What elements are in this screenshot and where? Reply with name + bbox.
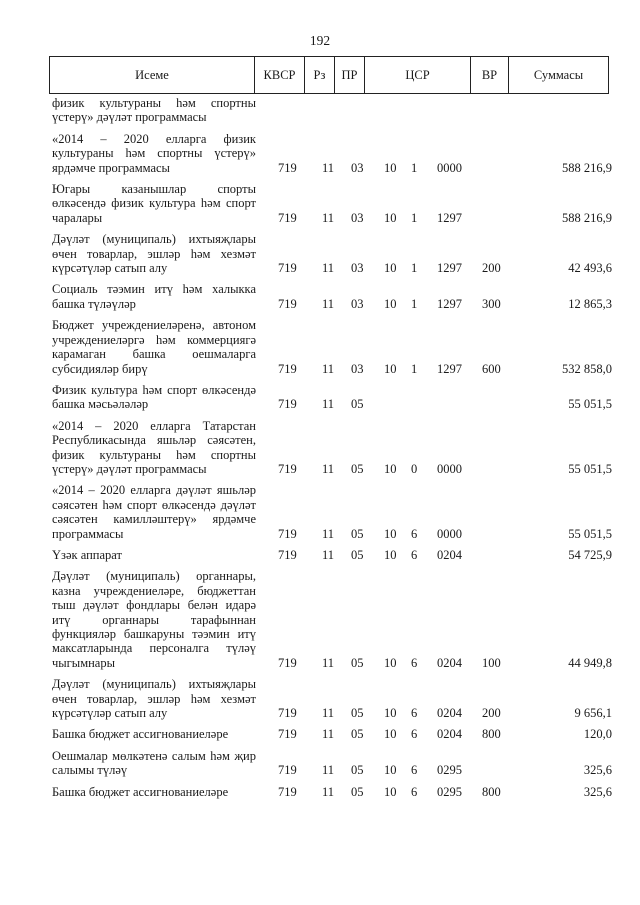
cell-name: Югары казанышлар спорты өлкәсендә физик культура һәм спорт чаралары (52, 182, 256, 225)
cell-csr-program: 10 (384, 547, 397, 562)
cell-sum: 588 216,9 (562, 210, 612, 225)
cell-name: Үзәк аппарат (52, 547, 122, 562)
cell-csr-program: 10 (384, 210, 397, 225)
table-row (52, 419, 612, 477)
cell-sum: 588 216,9 (562, 160, 612, 175)
cell-vr: 800 (482, 727, 501, 742)
table-row (52, 569, 612, 670)
cell-pr: 03 (351, 160, 364, 175)
cell-kvsr: 719 (278, 397, 297, 412)
header-kvsr: КВСР (255, 56, 305, 94)
table-body (52, 96, 612, 799)
cell-name: «2014 – 2020 елларга дәүләт яшьләр сәясәтен һәм спорт өлкәсендә дәүләт сәясәтен камилләштерү» ярдәмче программасы (52, 483, 256, 541)
row-spacer (52, 778, 612, 785)
cell-sum: 120,0 (583, 727, 612, 742)
cell-csr-subprogram: 1 (411, 296, 418, 311)
cell-pr: 05 (351, 461, 364, 476)
row-spacer (52, 476, 612, 483)
cell-csr-subprogram: 6 (411, 547, 418, 562)
cell-vr: 300 (482, 296, 501, 311)
row-spacer (52, 175, 612, 182)
cell-csr-subprogram: 6 (411, 655, 418, 670)
cell-csr-subprogram: 1 (411, 361, 418, 376)
cell-kvsr: 719 (278, 261, 297, 276)
cell-csr-direction: 0295 (437, 784, 462, 799)
cell-sum: 325,6 (583, 784, 612, 799)
cell-pr: 05 (351, 784, 364, 799)
cell-pr: 05 (351, 727, 364, 742)
cell-sum: 54 725,9 (568, 547, 612, 562)
cell-csr-direction: 0000 (437, 526, 462, 541)
table-row (52, 727, 612, 741)
cell-pr: 05 (351, 547, 364, 562)
cell-name: Башка бюджет ассигнованиеләре (52, 784, 229, 799)
cell-rz: 11 (322, 160, 335, 175)
cell-name: Башка бюджет ассигнованиеләре (52, 727, 229, 742)
row-spacer (52, 541, 612, 548)
row-spacer (52, 670, 612, 677)
cell-rz: 11 (322, 261, 335, 276)
cell-csr-program: 10 (384, 461, 397, 476)
cell-pr: 03 (351, 361, 364, 376)
cell-name: Физик культура һәм спорт өлкәсендә башка мәсьәләләр (52, 382, 256, 412)
row-spacer (52, 125, 612, 132)
header-name: Исеме (49, 56, 255, 94)
cell-csr-direction: 1297 (437, 210, 462, 225)
cell-rz: 11 (322, 397, 335, 412)
table-row (52, 785, 612, 799)
cell-csr-direction: 0204 (437, 727, 462, 742)
row-spacer (52, 562, 612, 569)
cell-csr-direction: 0204 (437, 706, 462, 721)
cell-sum: 44 949,8 (568, 655, 612, 670)
table-row (52, 677, 612, 720)
cell-csr-subprogram: 6 (411, 784, 418, 799)
cell-rz: 11 (322, 526, 335, 541)
cell-sum: 55 051,5 (568, 461, 612, 476)
cell-vr: 800 (482, 784, 501, 799)
table-row (52, 318, 612, 376)
cell-pr: 05 (351, 526, 364, 541)
cell-name: Оешмалар мөлкәтенә салым һәм җир салымы түләү (52, 748, 256, 778)
table-row (52, 749, 612, 778)
cell-rz: 11 (322, 727, 335, 742)
cell-csr-subprogram: 1 (411, 210, 418, 225)
cell-csr-direction: 0204 (437, 655, 462, 670)
cell-rz: 11 (322, 655, 335, 670)
cell-csr-program: 10 (384, 261, 397, 276)
cell-csr-program: 10 (384, 526, 397, 541)
cell-sum: 9 656,1 (574, 706, 612, 721)
cell-rz: 11 (322, 210, 335, 225)
table-row (52, 282, 612, 311)
table-header (49, 56, 609, 94)
cell-name: Дәүләт (муниципаль) ихтыяҗлары өчен товарлар, эшләр һәм хезмәт күрсәтүләр сатып алу (52, 677, 256, 721)
cell-csr-subprogram: 6 (411, 763, 418, 778)
header-pr: ПР (335, 56, 365, 94)
cell-vr: 100 (482, 655, 501, 670)
cell-rz: 11 (322, 706, 335, 721)
cell-rz: 11 (322, 361, 335, 376)
header-rz: Рз (305, 56, 335, 94)
header-csr: ЦСР (365, 56, 471, 94)
cell-pr: 05 (351, 706, 364, 721)
cell-csr-program: 10 (384, 727, 397, 742)
cell-csr-subprogram: 1 (411, 160, 418, 175)
cell-csr-program: 10 (384, 655, 397, 670)
cell-rz: 11 (322, 547, 335, 562)
row-spacer (52, 742, 612, 749)
cell-kvsr: 719 (278, 547, 297, 562)
cell-sum: 42 493,6 (568, 261, 612, 276)
cell-sum: 55 051,5 (568, 397, 612, 412)
cell-sum: 55 051,5 (568, 526, 612, 541)
table-row (52, 548, 612, 562)
cell-csr-subprogram: 6 (411, 526, 418, 541)
table-row (52, 383, 612, 412)
cell-kvsr: 719 (278, 461, 297, 476)
cell-csr-program: 10 (384, 160, 397, 175)
row-spacer (52, 412, 612, 419)
cell-sum: 532 858,0 (562, 361, 612, 376)
cell-pr: 05 (351, 655, 364, 670)
cell-name: физик культураны һәм спортны үстерү» дәүләт программасы (52, 96, 256, 125)
cell-kvsr: 719 (278, 296, 297, 311)
cell-name: «2014 – 2020 елларга Татарстан Республикасында яшьләр сәясәтен, физик культураны һәм спортны үстерү» дәүләт программасы (52, 418, 256, 476)
table-row (52, 132, 612, 175)
cell-kvsr: 719 (278, 763, 297, 778)
cell-rz: 11 (322, 461, 335, 476)
cell-kvsr: 719 (278, 526, 297, 541)
cell-pr: 05 (351, 763, 364, 778)
cell-vr: 600 (482, 361, 501, 376)
cell-name: Дәүләт (муниципаль) ихтыяҗлары өчен товарлар, эшләр һәм хезмәт күрсәтүләр сатып алу (52, 232, 256, 276)
cell-name: Социаль тәэмин итү һәм халыкка башка түләүләр (52, 282, 256, 311)
cell-csr-direction: 1297 (437, 261, 462, 276)
cell-name: Бюджет учреждениеләренә, автоном учреждениеләргә һәм коммерциягә карамаган башка оешмаларга субсидияләр бирү (52, 318, 256, 376)
cell-csr-direction: 0204 (437, 547, 462, 562)
cell-vr: 200 (482, 706, 501, 721)
row-spacer (52, 225, 612, 232)
cell-csr-subprogram: 1 (411, 261, 418, 276)
cell-csr-direction: 0000 (437, 160, 462, 175)
table-row (52, 182, 612, 225)
row-spacer (52, 275, 612, 282)
cell-kvsr: 719 (278, 210, 297, 225)
cell-csr-direction: 1297 (437, 296, 462, 311)
row-spacer (52, 720, 612, 727)
cell-rz: 11 (322, 296, 335, 311)
cell-kvsr: 719 (278, 727, 297, 742)
cell-pr: 03 (351, 261, 364, 276)
cell-kvsr: 719 (278, 361, 297, 376)
row-spacer (52, 376, 612, 383)
cell-csr-direction: 1297 (437, 361, 462, 376)
cell-kvsr: 719 (278, 706, 297, 721)
page-number: 192 (309, 33, 331, 48)
cell-csr-subprogram: 6 (411, 706, 418, 721)
cell-csr-program: 10 (384, 296, 397, 311)
cell-name: Дәүләт (муниципаль) органнары, казна учреждениеләре, бюджеттан тыш дәүләт фондлары белән идарә итү органнары тарафыннан функцияләр башкаруны тәэмин итү максатларында персоналга түләү чыгымнары (52, 569, 256, 670)
header-vr: ВР (471, 56, 509, 94)
cell-csr-subprogram: 6 (411, 727, 418, 742)
row-spacer (52, 311, 612, 318)
cell-kvsr: 719 (278, 160, 297, 175)
cell-pr: 03 (351, 296, 364, 311)
cell-csr-program: 10 (384, 784, 397, 799)
header-sum: Суммасы (509, 56, 609, 94)
cell-csr-program: 10 (384, 763, 397, 778)
table-row (52, 483, 612, 541)
cell-name: «2014 – 2020 елларга физик культураны һәм спортны үстерү» ярдәмче программасы (52, 131, 256, 175)
cell-vr: 200 (482, 261, 501, 276)
cell-csr-direction: 0000 (437, 461, 462, 476)
cell-csr-subprogram: 0 (411, 461, 418, 476)
cell-pr: 03 (351, 210, 364, 225)
table-row (52, 96, 612, 125)
cell-kvsr: 719 (278, 784, 297, 799)
cell-rz: 11 (322, 784, 335, 799)
cell-kvsr: 719 (278, 655, 297, 670)
cell-csr-direction: 0295 (437, 763, 462, 778)
cell-sum: 325,6 (583, 763, 612, 778)
table-row (52, 232, 612, 275)
cell-rz: 11 (322, 763, 335, 778)
cell-sum: 12 865,3 (568, 296, 612, 311)
cell-csr-program: 10 (384, 706, 397, 721)
cell-csr-program: 10 (384, 361, 397, 376)
cell-pr: 05 (351, 397, 364, 412)
